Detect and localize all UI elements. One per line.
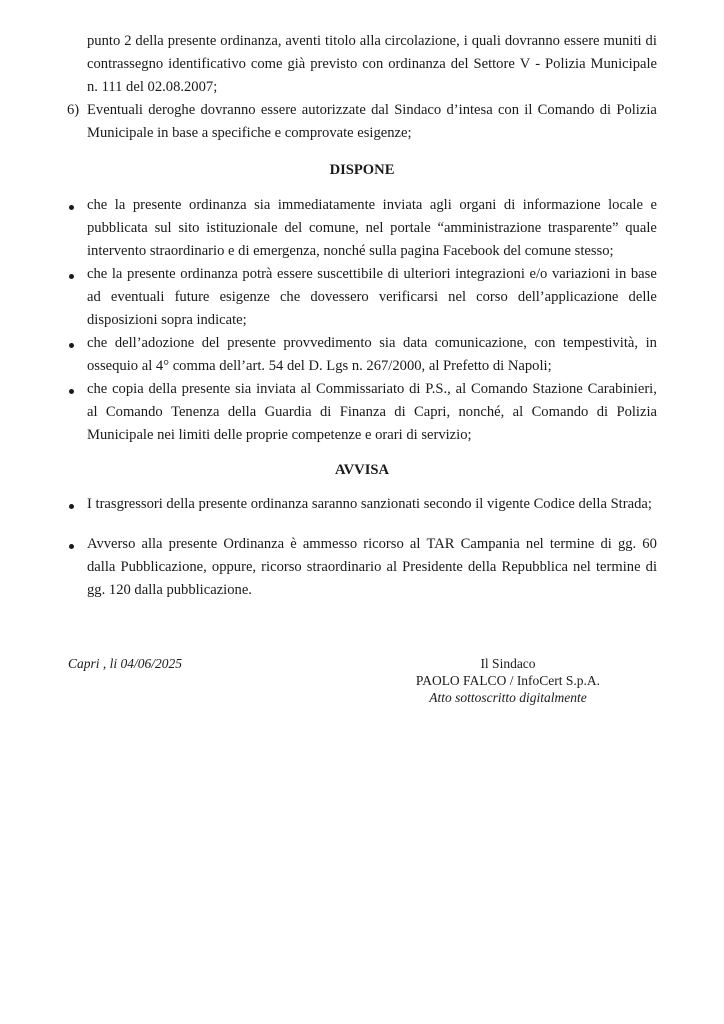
- dispone-item-1-line-3: intervento straordinario e di emergenza, nonché sulla pagina Facebook del comune stesso;: [87, 243, 614, 259]
- word: punto: [87, 33, 121, 49]
- continuation-line-3: n. 111 del 02.08.2007;: [87, 79, 218, 95]
- word: V: [519, 56, 531, 72]
- signer-title: Il Sindaco: [480, 656, 536, 671]
- word: -: [535, 56, 541, 72]
- word: sia: [235, 381, 252, 397]
- dispone-item-4-line-1: [87, 381, 657, 398]
- word: del: [284, 220, 303, 236]
- word: nel: [525, 536, 544, 552]
- word: essere: [260, 102, 297, 118]
- word: ordinanza: [388, 56, 446, 72]
- word: è: [290, 536, 297, 552]
- word: locale: [608, 197, 643, 213]
- word: deroghe: [148, 102, 196, 118]
- word: che: [87, 381, 108, 397]
- word: dell’adozione: [114, 335, 195, 351]
- word: dovranno: [200, 102, 256, 118]
- word: presente: [127, 266, 176, 282]
- word: al: [409, 536, 421, 552]
- word: corso: [476, 289, 508, 305]
- word: agli: [429, 197, 452, 213]
- signer-name: PAOLO FALCO / InfoCert S.p.A.: [415, 673, 601, 688]
- word: contrassegno: [87, 56, 164, 72]
- word: Ordinanza: [223, 536, 285, 552]
- word: dalla: [87, 559, 116, 575]
- word: ricorso: [363, 536, 404, 552]
- word: che: [87, 335, 108, 351]
- word: ad: [87, 289, 101, 305]
- continuation-line-1: [87, 33, 657, 50]
- word: esigenze: [219, 289, 270, 305]
- dispone-item-4-line-3: Municipale nei limiti delle proprie competenze e orari di servizio;: [87, 427, 472, 443]
- word: del: [201, 335, 220, 351]
- bullet-icon: [69, 504, 74, 509]
- word: nel: [573, 559, 591, 575]
- place-date: Capri , li 04/06/2025: [68, 656, 183, 671]
- word: Pubblicazione,: [120, 559, 207, 575]
- word: del: [450, 56, 469, 72]
- word: “amministrazione: [437, 220, 542, 236]
- word: che: [87, 197, 108, 213]
- word: che: [279, 289, 301, 305]
- word: Sindaco: [394, 102, 442, 118]
- word: informazione: [522, 197, 601, 213]
- word: sul: [154, 220, 172, 236]
- word: Presidente: [402, 559, 463, 575]
- word: con: [362, 56, 384, 72]
- word: identificativo: [168, 56, 246, 72]
- word: essere: [277, 266, 313, 282]
- item-6-line-1: [87, 102, 657, 119]
- avvisa-item-2-line-3: gg. 120 dalla pubblicazione.: [87, 582, 252, 598]
- word: TAR: [426, 536, 455, 552]
- word: come: [250, 56, 283, 72]
- word: di: [503, 197, 516, 213]
- word: delle: [628, 289, 657, 305]
- bullet-icon: [69, 389, 74, 394]
- word: muniti: [603, 33, 642, 49]
- word: alla: [359, 33, 381, 49]
- word: Commissariato: [315, 381, 405, 397]
- word: oppure,: [211, 559, 257, 575]
- word: dovessero: [310, 289, 369, 305]
- word: Polizia: [545, 56, 586, 72]
- word: Avverso: [87, 536, 136, 552]
- word: istituzionale: [206, 220, 278, 236]
- word: con: [534, 335, 556, 351]
- word: dell’applicazione: [517, 289, 619, 305]
- word: gg.: [617, 536, 637, 552]
- word: straordinario: [306, 559, 382, 575]
- word: pubblicata: [87, 220, 148, 236]
- word: di: [394, 404, 406, 420]
- word: tempestività,: [563, 335, 639, 351]
- word: Polizia: [616, 404, 657, 420]
- word: ordinanza,: [220, 33, 282, 49]
- word: eventuali: [110, 289, 165, 305]
- word: della: [227, 404, 257, 420]
- item-6-line-2: Municipale in base a specifiche e comprovate esigenze;: [87, 125, 412, 141]
- word: autorizzate: [301, 102, 366, 118]
- word: i: [463, 33, 468, 49]
- word: in: [645, 335, 657, 351]
- word: inviata: [382, 197, 423, 213]
- word: presente: [132, 197, 182, 213]
- word: di: [409, 381, 421, 397]
- word: al: [455, 381, 467, 397]
- word: immediatamente: [277, 197, 376, 213]
- word: Municipale: [590, 56, 657, 72]
- word: titolo: [325, 33, 356, 49]
- word: Campania: [460, 536, 520, 552]
- word: suscettibile: [317, 266, 383, 282]
- word: presente: [168, 536, 218, 552]
- word: termine: [595, 559, 641, 575]
- dispone-item-2-line-3: disposizioni sopra indicate;: [87, 312, 247, 328]
- word: circolazione,: [384, 33, 460, 49]
- word: integrazioni: [455, 266, 525, 282]
- dispone-item-3-line-2: ossequio al 4° comma dell’art. 54 del D. Lgs n. 267/2000, al Prefetto di Napoli;: [87, 358, 552, 374]
- word: Polizia: [616, 102, 657, 118]
- dispone-item-1-line-1: [87, 197, 657, 214]
- word: al: [386, 559, 398, 575]
- word: sia: [254, 197, 271, 213]
- word: Capri,: [414, 404, 451, 420]
- avvisa-item-2-line-2: [87, 559, 657, 576]
- word: base: [630, 266, 657, 282]
- word: nel: [365, 220, 384, 236]
- word: Stazione: [532, 381, 583, 397]
- word: quale: [625, 220, 657, 236]
- word: ricorso: [261, 559, 302, 575]
- word: Carabinieri,: [587, 381, 657, 397]
- word: presente: [167, 33, 217, 49]
- word: e: [650, 197, 657, 213]
- bullet-icon: [69, 205, 74, 210]
- word: essere: [563, 33, 600, 49]
- word: presente: [227, 335, 276, 351]
- word: aventi: [285, 33, 322, 49]
- word: ammesso: [302, 536, 358, 552]
- word: di: [645, 559, 657, 575]
- word: la: [114, 197, 126, 213]
- word: Comando: [537, 102, 595, 118]
- word: sia: [379, 335, 396, 351]
- word: della: [148, 381, 177, 397]
- word: ulteriori: [403, 266, 451, 282]
- word: dal: [371, 102, 389, 118]
- word: future: [174, 289, 210, 305]
- word: comune,: [308, 220, 359, 236]
- word: quali: [471, 33, 501, 49]
- word: copia: [112, 381, 144, 397]
- bullet-icon: [69, 544, 74, 549]
- word: verificarsi: [378, 289, 439, 305]
- word: Settore: [473, 56, 515, 72]
- word: trasparente”: [547, 220, 619, 236]
- word: variazioni: [551, 266, 611, 282]
- signature-note: Atto sottoscritto digitalmente: [429, 690, 587, 705]
- word: di: [599, 102, 612, 118]
- word: che: [87, 266, 108, 282]
- word: di: [600, 536, 612, 552]
- dispone-item-3-line-1: [87, 335, 657, 352]
- word: Finanza: [339, 404, 386, 420]
- word: della: [468, 559, 497, 575]
- dispone-item-4-line-2: [87, 404, 657, 421]
- word: e/o: [529, 266, 548, 282]
- word: di: [319, 404, 332, 420]
- word: Comando: [105, 404, 163, 420]
- item-6-number: 6): [67, 102, 80, 118]
- word: di: [645, 33, 657, 49]
- word: d’intesa: [446, 102, 493, 118]
- word: termine: [549, 536, 595, 552]
- word: al: [87, 404, 98, 420]
- word: Comando: [531, 404, 589, 420]
- word: provvedimento: [283, 335, 372, 351]
- dispone-item-2-line-2: [87, 289, 657, 306]
- word: il: [524, 102, 533, 118]
- dispone-heading: DISPONE: [329, 162, 395, 178]
- word: portale: [390, 220, 431, 236]
- word: Eventuali: [87, 102, 143, 118]
- word: inviata: [256, 381, 296, 397]
- word: previsto: [310, 56, 358, 72]
- word: Repubblica: [501, 559, 568, 575]
- word: alla: [141, 536, 163, 552]
- word: sito: [178, 220, 200, 236]
- word: nonché,: [458, 404, 505, 420]
- avvisa-heading: AVVISA: [334, 462, 390, 478]
- word: ordinanza: [189, 197, 247, 213]
- bullet-icon: [69, 274, 74, 279]
- word: già: [287, 56, 306, 72]
- word: di: [387, 266, 399, 282]
- word: P.S.,: [425, 381, 451, 397]
- word: Comando: [470, 381, 528, 397]
- word: 60: [642, 536, 657, 552]
- word: data: [403, 335, 428, 351]
- word: presente: [181, 381, 231, 397]
- word: con: [497, 102, 520, 118]
- word: in: [614, 266, 627, 282]
- word: la: [111, 266, 123, 282]
- dispone-item-2-line-1: [87, 266, 657, 283]
- word: al: [512, 404, 524, 420]
- word: Tenenza: [171, 404, 220, 420]
- word: potrà: [242, 266, 273, 282]
- avvisa-item-2-line-1: [87, 536, 657, 553]
- word: di: [596, 404, 609, 420]
- word: al: [300, 381, 312, 397]
- word: della: [135, 33, 164, 49]
- word: dovranno: [504, 33, 560, 49]
- word: nel: [448, 289, 467, 305]
- bullet-icon: [69, 343, 74, 348]
- word: 2: [124, 33, 132, 49]
- word: Guardia: [264, 404, 312, 420]
- word: comunicazione,: [434, 335, 527, 351]
- dispone-item-1-line-2: [87, 220, 657, 237]
- continuation-line-2: [87, 56, 657, 73]
- avvisa-item-1-line-1: I trasgressori della presente ordinanza saranno sanzionati secondo il vigente Codice della Strada;: [87, 496, 652, 512]
- word: ordinanza: [180, 266, 238, 282]
- word: organi: [459, 197, 497, 213]
